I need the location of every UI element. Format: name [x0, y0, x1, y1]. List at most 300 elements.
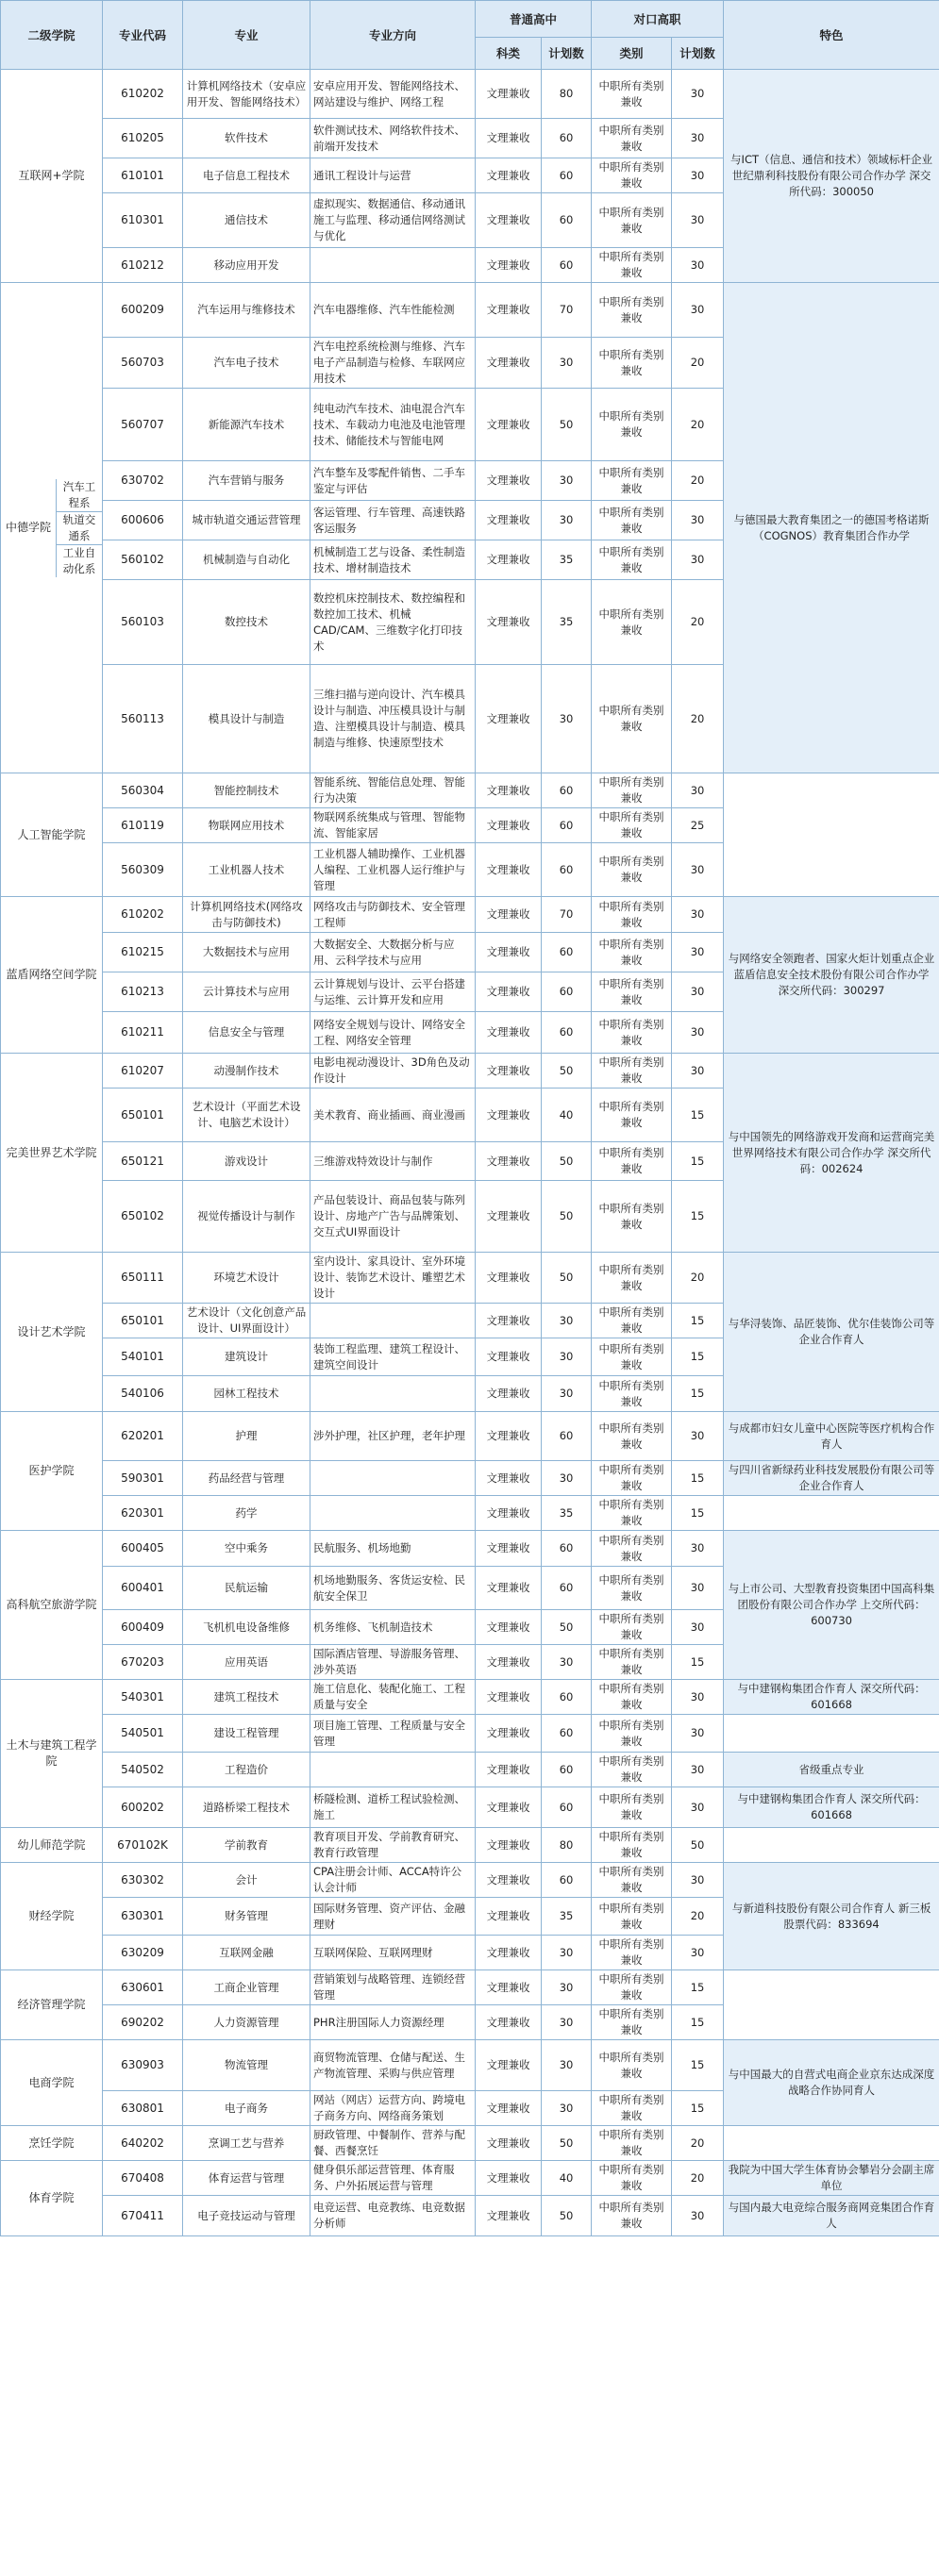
feature-cell: 与网络安全领跑者、国家火炬计划重点企业蓝盾信息安全技术股份有限公司合作办学 深交所代码：300297 [724, 897, 939, 1054]
plan-count-cell: 60 [542, 1863, 592, 1898]
feature-cell: 省级重点专业 [724, 1753, 939, 1787]
major-name-cell: 汽车运用与维修技术 [183, 283, 310, 338]
table-row [1, 773, 939, 808]
category-cell: 中职所有类别兼收 [592, 1253, 672, 1304]
feature-cell: 与华浔装饰、品匠装饰、优尔佳装饰公司等企业合作育人 [724, 1253, 939, 1412]
major-code-cell: 640202 [103, 2126, 183, 2161]
plan-count-cell: 50 [542, 1142, 592, 1181]
major-direction-cell: 机械制造工艺与设备、柔性制造技术、增材制造技术 [310, 540, 476, 580]
major-name-cell: 人力资源管理 [183, 2005, 310, 2040]
college-name-cell: 土木与建筑工程学院 [1, 1680, 103, 1828]
plan-count-cell: 80 [542, 70, 592, 119]
plan-count-cell: 30 [542, 1461, 592, 1496]
major-direction-cell: 物联网系统集成与管理、智能物流、智能家居 [310, 808, 476, 843]
major-direction-cell: 国际财务管理、资产评估、金融理财 [310, 1898, 476, 1936]
counter-count-cell: 30 [672, 1787, 724, 1828]
header-row-1 [1, 1, 939, 38]
subject-type-cell: 文理兼收 [476, 2091, 542, 2126]
major-code-cell: 610213 [103, 972, 183, 1012]
major-name-cell: 信息安全与管理 [183, 1012, 310, 1054]
subject-type-cell: 文理兼收 [476, 193, 542, 248]
category-cell: 中职所有类别兼收 [592, 2126, 672, 2161]
plan-count-cell: 60 [542, 808, 592, 843]
subject-type-cell: 文理兼收 [476, 808, 542, 843]
plan-count-cell: 40 [542, 2161, 592, 2196]
subject-type-cell: 文理兼收 [476, 1645, 542, 1680]
major-name-cell: 工业机器人技术 [183, 843, 310, 897]
subject-type-cell: 文理兼收 [476, 933, 542, 972]
category-cell: 中职所有类别兼收 [592, 338, 672, 389]
counter-count-cell: 30 [672, 1012, 724, 1054]
college-name-label: 中德学院 [5, 521, 51, 534]
feature-cell: 与ICT（信息、通信和技术）领域标杆企业世纪鼎利科技股份有限公司合作办学 深交所代码：300050 [724, 70, 939, 283]
category-cell: 中职所有类别兼收 [592, 808, 672, 843]
subject-type-cell: 文理兼收 [476, 1753, 542, 1787]
plan-count-cell: 60 [542, 1412, 592, 1461]
counter-count-cell: 30 [672, 283, 724, 338]
major-direction-cell [310, 1304, 476, 1338]
plan-count-cell: 50 [542, 1054, 592, 1089]
counter-count-cell: 20 [672, 338, 724, 389]
feature-cell [724, 1715, 939, 1753]
major-code-cell: 610101 [103, 158, 183, 193]
counter-count-cell: 30 [672, 501, 724, 540]
header-college: 二级学院 [1, 1, 103, 70]
major-direction-cell: 项目施工管理、工程质量与安全管理 [310, 1715, 476, 1753]
plan-count-cell: 30 [542, 1970, 592, 2005]
subject-type-cell: 文理兼收 [476, 1376, 542, 1412]
major-direction-cell: 工业机器人辅助操作、工业机器人编程、工业机器人运行维护与管理 [310, 843, 476, 897]
major-name-cell: 通信技术 [183, 193, 310, 248]
category-cell: 中职所有类别兼收 [592, 665, 672, 773]
major-code-cell: 610207 [103, 1054, 183, 1089]
table-row [1, 1253, 939, 1304]
major-code-cell: 540301 [103, 1680, 183, 1715]
plan-count-cell: 50 [542, 2196, 592, 2236]
counter-count-cell: 20 [672, 461, 724, 501]
major-name-cell: 道路桥梁工程技术 [183, 1787, 310, 1828]
table-row [1, 2040, 939, 2091]
plan-count-cell: 35 [542, 1496, 592, 1531]
major-name-cell: 会计 [183, 1863, 310, 1898]
counter-count-cell: 15 [672, 1142, 724, 1181]
major-direction-cell: 教育项目开发、学前教育研究、教育行政管理 [310, 1828, 476, 1863]
subject-type-cell: 文理兼收 [476, 773, 542, 808]
major-name-cell: 艺术设计（文化创意产品设计、UI界面设计） [183, 1304, 310, 1338]
counter-count-cell: 15 [672, 1181, 724, 1253]
table-row [1, 1753, 939, 1787]
table-row [1, 1970, 939, 2005]
subject-type-cell: 文理兼收 [476, 1680, 542, 1715]
major-name-cell: 艺术设计（平面艺术设计、电脑艺术设计） [183, 1089, 310, 1142]
category-cell: 中职所有类别兼收 [592, 1787, 672, 1828]
subject-type-cell: 文理兼收 [476, 1828, 542, 1863]
college-name-cell: 电商学院 [1, 2040, 103, 2126]
plan-count-cell: 50 [542, 389, 592, 461]
major-direction-cell: 汽车电器维修、汽车性能检测 [310, 283, 476, 338]
major-code-cell: 650101 [103, 1304, 183, 1338]
major-direction-cell: CPA注册会计师、ACCA特许公认会计师 [310, 1863, 476, 1898]
subject-type-cell: 文理兼收 [476, 665, 542, 773]
major-code-cell: 560103 [103, 580, 183, 665]
major-name-cell: 智能控制技术 [183, 773, 310, 808]
major-name-cell: 物联网应用技术 [183, 808, 310, 843]
major-code-cell: 610205 [103, 119, 183, 158]
counter-count-cell: 30 [672, 1412, 724, 1461]
major-direction-cell: 三维游戏特效设计与制作 [310, 1142, 476, 1181]
major-name-cell: 大数据技术与应用 [183, 933, 310, 972]
major-direction-cell: 产品包装设计、商品包装与陈列设计、房地产广告与品牌策划、交互式UI界面设计 [310, 1181, 476, 1253]
subject-type-cell: 文理兼收 [476, 1496, 542, 1531]
major-name-cell: 空中乘务 [183, 1531, 310, 1567]
subject-type-cell: 文理兼收 [476, 1610, 542, 1645]
major-code-cell: 670408 [103, 2161, 183, 2196]
major-code-cell: 670102K [103, 1828, 183, 1863]
counter-count-cell: 30 [672, 972, 724, 1012]
major-code-cell: 630903 [103, 2040, 183, 2091]
major-code-cell: 540502 [103, 1753, 183, 1787]
major-name-cell: 软件技术 [183, 119, 310, 158]
subject-type-cell: 文理兼收 [476, 2161, 542, 2196]
table-row [1, 1531, 939, 1567]
category-cell: 中职所有类别兼收 [592, 389, 672, 461]
category-cell: 中职所有类别兼收 [592, 933, 672, 972]
major-code-cell: 670203 [103, 1645, 183, 1680]
table-row [1, 1828, 939, 1863]
plan-count-cell: 30 [542, 1936, 592, 1970]
category-cell: 中职所有类别兼收 [592, 1012, 672, 1054]
subject-type-cell: 文理兼收 [476, 248, 542, 283]
major-name-cell: 应用英语 [183, 1645, 310, 1680]
subject-type-cell: 文理兼收 [476, 2126, 542, 2161]
feature-cell: 与中建钢构集团合作育人 深交所代码：601668 [724, 1787, 939, 1828]
major-code-cell: 600405 [103, 1531, 183, 1567]
major-name-cell: 环境艺术设计 [183, 1253, 310, 1304]
counter-count-cell: 15 [672, 1461, 724, 1496]
major-code-cell: 600209 [103, 283, 183, 338]
plan-count-cell: 80 [542, 1828, 592, 1863]
subject-type-cell: 文理兼收 [476, 972, 542, 1012]
header-plan-count: 计划数 [542, 38, 592, 70]
table-row [1, 2161, 939, 2196]
category-cell: 中职所有类别兼收 [592, 119, 672, 158]
category-cell: 中职所有类别兼收 [592, 1970, 672, 2005]
category-cell: 中职所有类别兼收 [592, 1567, 672, 1610]
major-code-cell: 620301 [103, 1496, 183, 1531]
major-code-cell: 630702 [103, 461, 183, 501]
counter-count-cell: 15 [672, 2005, 724, 2040]
category-cell: 中职所有类别兼收 [592, 1142, 672, 1181]
table-row [1, 1680, 939, 1715]
major-code-cell: 560309 [103, 843, 183, 897]
sub-department-label: 汽车工程系 [57, 479, 102, 512]
major-code-cell: 650121 [103, 1142, 183, 1181]
subject-type-cell: 文理兼收 [476, 1142, 542, 1181]
counter-count-cell: 30 [672, 1936, 724, 1970]
category-cell: 中职所有类别兼收 [592, 2040, 672, 2091]
category-cell: 中职所有类别兼收 [592, 1461, 672, 1496]
subject-type-cell: 文理兼收 [476, 1970, 542, 2005]
major-name-cell: 汽车营销与服务 [183, 461, 310, 501]
header-plan-count-2: 计划数 [672, 38, 724, 70]
major-direction-cell: 国际酒店管理、导游服务管理、涉外英语 [310, 1645, 476, 1680]
major-direction-cell: 民航服务、机场地勤 [310, 1531, 476, 1567]
major-direction-cell: 涉外护理，社区护理，老年护理 [310, 1412, 476, 1461]
major-direction-cell: 商贸物流管理、仓储与配送、生产物流管理、采购与供应管理 [310, 2040, 476, 2091]
major-name-cell: 学前教育 [183, 1828, 310, 1863]
feature-cell: 与中国最大的自营式电商企业京东达成深度战略合作协同育人 [724, 2040, 939, 2126]
table-row [1, 1412, 939, 1461]
plan-count-cell: 30 [542, 2005, 592, 2040]
table-row [1, 1461, 939, 1496]
subject-type-cell: 文理兼收 [476, 1054, 542, 1089]
plan-count-cell: 50 [542, 2126, 592, 2161]
college-name-cell: 互联网+学院 [1, 70, 103, 283]
major-name-cell: 工程造价 [183, 1753, 310, 1787]
subject-type-cell: 文理兼收 [476, 338, 542, 389]
major-name-cell: 云计算技术与应用 [183, 972, 310, 1012]
category-cell: 中职所有类别兼收 [592, 1376, 672, 1412]
feature-cell: 与德国最大教育集团之一的德国考格诺斯（COGNOS）教育集团合作办学 [724, 283, 939, 773]
college-name-cell: 蓝盾网络空间学院 [1, 897, 103, 1054]
major-name-cell: 游戏设计 [183, 1142, 310, 1181]
subject-type-cell: 文理兼收 [476, 2040, 542, 2091]
major-name-cell: 移动应用开发 [183, 248, 310, 283]
counter-count-cell: 30 [672, 158, 724, 193]
major-name-cell: 建设工程管理 [183, 1715, 310, 1753]
major-name-cell: 城市轨道交通运营管理 [183, 501, 310, 540]
college-name-cell: 高科航空旅游学院 [1, 1531, 103, 1680]
counter-count-cell: 20 [672, 580, 724, 665]
plan-count-cell: 60 [542, 1715, 592, 1753]
major-direction-cell: 通讯工程设计与运营 [310, 158, 476, 193]
table-row [1, 1054, 939, 1089]
subject-type-cell: 文理兼收 [476, 389, 542, 461]
counter-count-cell: 50 [672, 1828, 724, 1863]
table-row [1, 897, 939, 933]
header-direction: 专业方向 [310, 1, 476, 70]
plan-count-cell: 50 [542, 1253, 592, 1304]
table-row [1, 283, 939, 338]
header-major: 专业 [183, 1, 310, 70]
header-category: 类别 [592, 38, 672, 70]
major-code-cell: 610215 [103, 933, 183, 972]
major-code-cell: 630801 [103, 2091, 183, 2126]
major-direction-cell: 安卓应用开发、智能网络技术、网站建设与维护、网络工程 [310, 70, 476, 119]
major-name-cell: 烹调工艺与营养 [183, 2126, 310, 2161]
plan-count-cell: 60 [542, 933, 592, 972]
plan-count-cell: 60 [542, 1680, 592, 1715]
major-name-cell: 计算机网络技术（安卓应用开发、智能网络技术） [183, 70, 310, 119]
major-code-cell: 600409 [103, 1610, 183, 1645]
category-cell: 中职所有类别兼收 [592, 1531, 672, 1567]
category-cell: 中职所有类别兼收 [592, 1715, 672, 1753]
major-name-cell: 模具设计与制造 [183, 665, 310, 773]
counter-count-cell: 20 [672, 2126, 724, 2161]
major-code-cell: 610202 [103, 70, 183, 119]
counter-count-cell: 30 [672, 540, 724, 580]
subject-type-cell: 文理兼收 [476, 1531, 542, 1567]
counter-count-cell: 30 [672, 193, 724, 248]
category-cell: 中职所有类别兼收 [592, 897, 672, 933]
subject-type-cell: 文理兼收 [476, 1567, 542, 1610]
major-code-cell: 600606 [103, 501, 183, 540]
major-code-cell: 670411 [103, 2196, 183, 2236]
subject-type-cell: 文理兼收 [476, 1253, 542, 1304]
major-direction-cell: 云计算规划与设计、云平台搭建与运维、云计算开发和应用 [310, 972, 476, 1012]
major-name-cell: 新能源汽车技术 [183, 389, 310, 461]
major-code-cell: 630601 [103, 1970, 183, 2005]
subject-type-cell: 文理兼收 [476, 1338, 542, 1376]
major-name-cell: 物流管理 [183, 2040, 310, 2091]
counter-count-cell: 30 [672, 248, 724, 283]
table-body [1, 70, 939, 2236]
table-row [1, 1715, 939, 1753]
major-name-cell: 数控技术 [183, 580, 310, 665]
major-direction-cell [310, 1461, 476, 1496]
counter-count-cell: 30 [672, 933, 724, 972]
counter-count-cell: 15 [672, 1970, 724, 2005]
counter-count-cell: 30 [672, 1680, 724, 1715]
major-direction-cell: 汽车整车及零配件销售、二手车鉴定与评估 [310, 461, 476, 501]
major-direction-cell: 室内设计、家具设计、室外环境设计、装饰艺术设计、雕塑艺术设计 [310, 1253, 476, 1304]
plan-count-cell: 50 [542, 1610, 592, 1645]
table-row [1, 70, 939, 119]
major-direction-cell: 桥隧检测、道桥工程试验检测、施工 [310, 1787, 476, 1828]
category-cell: 中职所有类别兼收 [592, 248, 672, 283]
category-cell: 中职所有类别兼收 [592, 580, 672, 665]
subject-type-cell: 文理兼收 [476, 897, 542, 933]
category-cell: 中职所有类别兼收 [592, 972, 672, 1012]
major-name-cell: 药学 [183, 1496, 310, 1531]
major-code-cell: 560703 [103, 338, 183, 389]
plan-count-cell: 60 [542, 1012, 592, 1054]
table-row [1, 2196, 939, 2236]
category-cell: 中职所有类别兼收 [592, 2091, 672, 2126]
major-name-cell: 药品经营与管理 [183, 1461, 310, 1496]
plan-count-cell: 30 [542, 1304, 592, 1338]
major-code-cell: 600202 [103, 1787, 183, 1828]
counter-count-cell: 20 [672, 389, 724, 461]
major-code-cell: 560102 [103, 540, 183, 580]
major-code-cell: 610301 [103, 193, 183, 248]
subject-type-cell: 文理兼收 [476, 2196, 542, 2236]
counter-count-cell: 15 [672, 1089, 724, 1142]
major-name-cell: 建筑工程技术 [183, 1680, 310, 1715]
plan-count-cell: 30 [542, 2040, 592, 2091]
major-code-cell: 560707 [103, 389, 183, 461]
plan-count-cell: 60 [542, 1753, 592, 1787]
table-row [1, 1496, 939, 1531]
feature-cell: 与中国领先的网络游戏开发商和运营商完美世界网络技术有限公司合作办学 深交所代码：002624 [724, 1054, 939, 1253]
major-code-cell: 630209 [103, 1936, 183, 1970]
counter-count-cell: 15 [672, 2091, 724, 2126]
counter-count-cell: 30 [672, 773, 724, 808]
major-name-cell: 体育运营与管理 [183, 2161, 310, 2196]
counter-count-cell: 30 [672, 1610, 724, 1645]
counter-count-cell: 30 [672, 119, 724, 158]
major-code-cell: 650101 [103, 1089, 183, 1142]
college-name-cell: 财经学院 [1, 1863, 103, 1970]
category-cell: 中职所有类别兼收 [592, 1304, 672, 1338]
plan-count-cell: 30 [542, 1376, 592, 1412]
plan-count-cell: 60 [542, 1787, 592, 1828]
plan-count-cell: 60 [542, 773, 592, 808]
college-name-cell: 设计艺术学院 [1, 1253, 103, 1412]
subject-type-cell: 文理兼收 [476, 119, 542, 158]
college-name-cell: 烹饪学院 [1, 2126, 103, 2161]
subject-type-cell: 文理兼收 [476, 843, 542, 897]
major-code-cell: 560304 [103, 773, 183, 808]
major-code-cell: 590301 [103, 1461, 183, 1496]
major-direction-cell [310, 1496, 476, 1531]
major-direction-cell: 网络攻击与防御技术、安全管理工程师 [310, 897, 476, 933]
plan-count-cell: 30 [542, 1645, 592, 1680]
college-name-cell: 医护学院 [1, 1412, 103, 1531]
category-cell: 中职所有类别兼收 [592, 1828, 672, 1863]
plan-count-cell: 30 [542, 1338, 592, 1376]
college-name-cell [1, 283, 103, 773]
table-row [1, 1787, 939, 1828]
college-name-cell: 幼儿师范学院 [1, 1828, 103, 1863]
counter-count-cell: 30 [672, 1567, 724, 1610]
major-direction-cell: 电竞运营、电竞教练、电竞数据分析师 [310, 2196, 476, 2236]
header-code: 专业代码 [103, 1, 183, 70]
feature-cell: 与成都市妇女儿童中心医院等医疗机构合作育人 [724, 1412, 939, 1461]
counter-count-cell: 15 [672, 1376, 724, 1412]
plan-count-cell: 60 [542, 1531, 592, 1567]
category-cell: 中职所有类别兼收 [592, 1338, 672, 1376]
major-name-cell: 计算机网络技术(网络攻击与防御技术) [183, 897, 310, 933]
category-cell: 中职所有类别兼收 [592, 1610, 672, 1645]
category-cell: 中职所有类别兼收 [592, 70, 672, 119]
counter-count-cell: 30 [672, 1715, 724, 1753]
category-cell: 中职所有类别兼收 [592, 1898, 672, 1936]
table-row [1, 1863, 939, 1898]
counter-count-cell: 30 [672, 897, 724, 933]
feature-cell: 与中建钢构集团合作育人 深交所代码：601668 [724, 1680, 939, 1715]
category-cell: 中职所有类别兼收 [592, 1863, 672, 1898]
category-cell: 中职所有类别兼收 [592, 1054, 672, 1089]
plan-count-cell: 60 [542, 119, 592, 158]
subject-type-cell: 文理兼收 [476, 540, 542, 580]
major-name-cell: 财务管理 [183, 1898, 310, 1936]
major-direction-cell: 电影电视动漫设计、3D角色及动作设计 [310, 1054, 476, 1089]
major-direction-cell [310, 1753, 476, 1787]
major-code-cell: 650102 [103, 1181, 183, 1253]
major-name-cell: 汽车电子技术 [183, 338, 310, 389]
category-cell: 中职所有类别兼收 [592, 1496, 672, 1531]
plan-count-cell: 60 [542, 158, 592, 193]
subject-type-cell: 文理兼收 [476, 158, 542, 193]
subject-type-cell: 文理兼收 [476, 1304, 542, 1338]
header-subject-type: 科类 [476, 38, 542, 70]
major-name-cell: 视觉传播设计与制作 [183, 1181, 310, 1253]
subject-type-cell: 文理兼收 [476, 1936, 542, 1970]
major-direction-cell: 虚拟现实、数据通信、移动通讯施工与监理、移动通信网络测试与优化 [310, 193, 476, 248]
major-direction-cell: 施工信息化、装配化施工、工程质量与安全 [310, 1680, 476, 1715]
college-name-cell: 经济管理学院 [1, 1970, 103, 2040]
counter-count-cell: 20 [672, 1253, 724, 1304]
major-direction-cell [310, 248, 476, 283]
major-code-cell: 600401 [103, 1567, 183, 1610]
major-direction-cell: 健身俱乐部运营管理、体育服务、户外拓展运营与管理 [310, 2161, 476, 2196]
feature-cell [724, 1496, 939, 1531]
subject-type-cell: 文理兼收 [476, 580, 542, 665]
major-direction-cell: 数控机床控制技术、数控编程和数控加工技术、机械CAD/CAM、三维数字化打印技术 [310, 580, 476, 665]
feature-cell [724, 1970, 939, 2040]
category-cell: 中职所有类别兼收 [592, 158, 672, 193]
